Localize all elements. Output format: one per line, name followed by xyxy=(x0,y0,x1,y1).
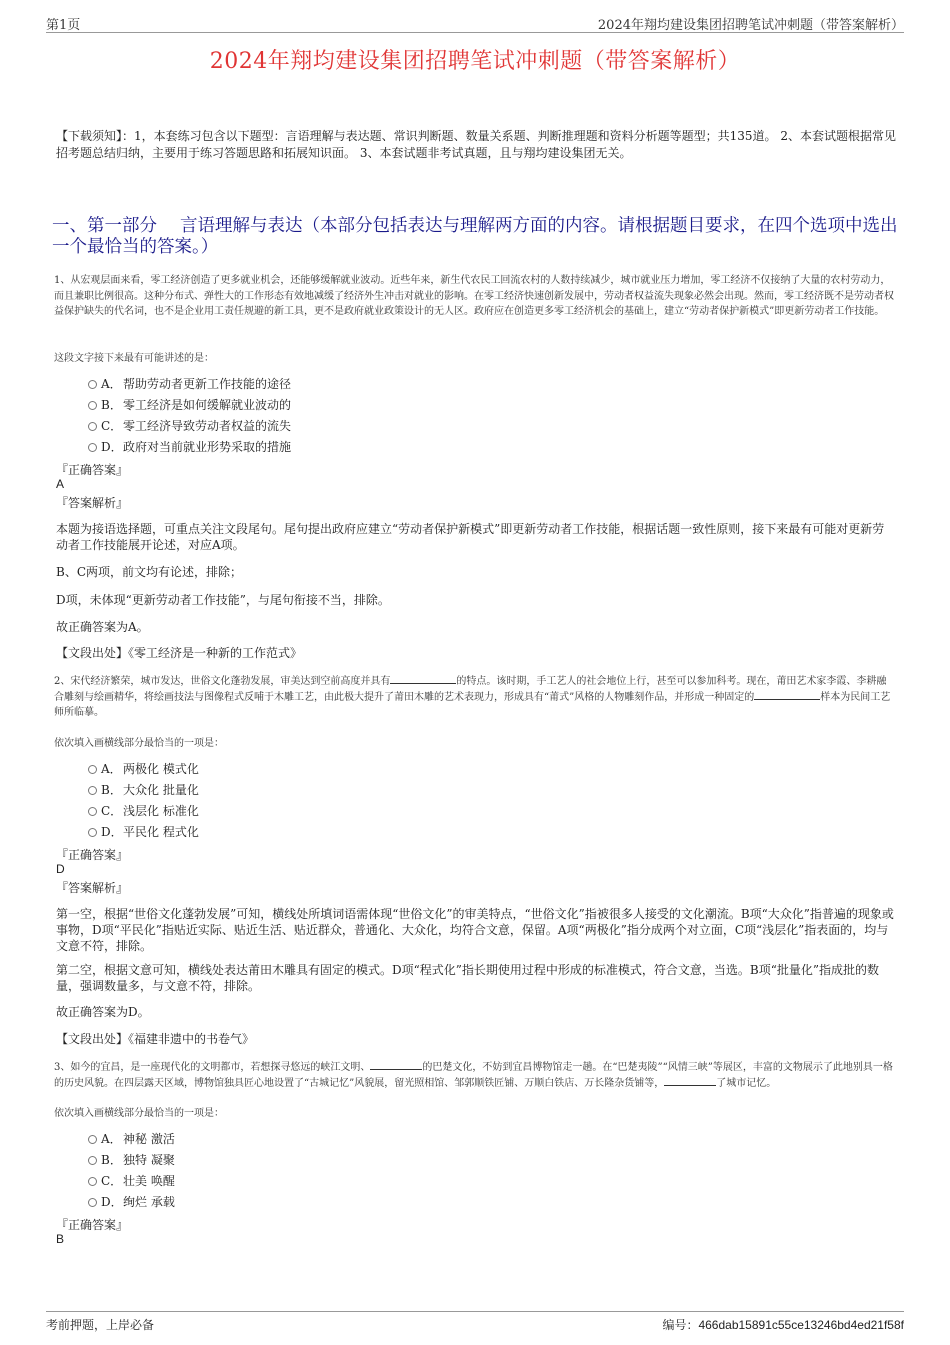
question-3-option-c[interactable]: C．壮美 唤醒 xyxy=(88,1172,175,1190)
radio-icon[interactable] xyxy=(88,786,97,795)
correct-answer-label: 『正确答案』 xyxy=(56,1218,129,1232)
question-1-text: 1、从宏观层面来看，零工经济创造了更多就业机会，还能够缓解就业波动。近些年来，新生代农民工回流农村的人数持续减少，城市就业压力增加，零工经济不仅接纳了大量的农村劳动力，而且兼职比例很高。这种分布式、弹性大的工作形态有效地减缓了经济外生冲击对就业的影响。在零工经济快速创新发展中，劳动者权益流失现象必然会出现。然而，零工经济既不是劳动者权益保护缺失的代名词，也不是企业用工责任规避的新工具，更不是政府就业政策设计的无人区。政府应在创造更多零工经济机会的基础上，建立“劳动者保护新模式”即更新劳动者工作技能。 xyxy=(54,275,894,317)
question-3-answer: B xyxy=(56,1232,65,1246)
fill-blank xyxy=(390,675,456,684)
fill-blank xyxy=(754,691,820,700)
download-notice: 【下载须知】：1，本套练习包含以下题型：言语理解与表达题、常识判断题、数量关系题、判断推理题和资料分析题等题型；共135道。 2、本套试题根据常见招考题总结归纳，主要用于练习答题思路和拓展知识面。 3、本套试题非考试真题，且与翔均建设集团无关。 xyxy=(56,129,896,160)
radio-icon[interactable] xyxy=(88,422,97,431)
page-header xyxy=(46,14,904,33)
analysis-label: 『答案解析』 xyxy=(56,881,129,895)
question-3-option-d[interactable]: D．绚烂 承载 xyxy=(88,1193,175,1211)
question-2-source: 【文段出处】《福建非遗中的书卷气》 xyxy=(56,1032,255,1046)
question-3-prompt: 依次填入画横线部分最恰当的一项是： xyxy=(54,1108,224,1119)
question-1-option-b[interactable]: B．零工经济是如何缓解就业波动的 xyxy=(88,396,291,414)
question-2-analysis-3: 故正确答案为D。 xyxy=(56,1005,150,1019)
question-1-option-a[interactable]: A．帮助劳动者更新工作技能的途径 xyxy=(88,375,291,393)
question-1-analysis-2: B、C两项，前文均有论述，排除； xyxy=(56,565,243,579)
question-2-analysis-1: 第一空，根据“世俗文化蓬勃发展”可知，横线处所填词语需体现“世俗文化”的审美特点，“世俗文化”指被很多人接受的文化潮流。B项“大众化”指普遍的现象或事物，D项“平民化”指贴近实际、贴近生活、贴近群众，普通化、大众化，均符合文意，保留。A项“两极化”指分成两个对立面，C项“浅层化”指表面的，均与文意不符，排除。 xyxy=(56,907,894,953)
question-1-analysis-4: 故正确答案为A。 xyxy=(56,620,149,634)
header-doc-title: 2024年翔均建设集团招聘笔试冲刺题（带答案解析） xyxy=(597,18,904,33)
correct-answer-label: 『正确答案』 xyxy=(56,463,129,477)
fill-blank xyxy=(370,1061,422,1070)
question-1-prompt: 这段文字接下来最有可能讲述的是： xyxy=(54,353,214,364)
radio-icon[interactable] xyxy=(88,828,97,837)
question-2-answer: D xyxy=(56,862,65,876)
question-2-option-a[interactable]: A．两极化 模式化 xyxy=(88,760,199,778)
page-number: 第1页 xyxy=(46,18,81,33)
question-2-analysis-2: 第二空，根据文意可知，横线处表达莆田木雕具有固定的模式。D项“程式化”指长期使用过程中形成的标准模式，符合文意，当选。B项“批量化”指成批的数量，强调数量多，与文意不符，排除。 xyxy=(56,963,879,993)
fill-blank xyxy=(664,1077,716,1086)
question-2-option-c[interactable]: C．浅层化 标准化 xyxy=(88,802,199,820)
question-2-text: 2、宋代经济繁荣，城市发达，世俗文化蓬勃发展，审美达到空前高度并具有 的特点。该时期，手工艺人的社会地位上行，甚至可以参加科考。现在，莆田艺术家李霞、李耕融合雕刻与绘画精华，将绘画技法与图像程式反哺于木雕工艺，由此极大提升了莆田木雕的艺术表现力，形成具有“莆式”风格的人物雕刻作品，并形成一种固定的 样本为民间工艺师所临摹。 xyxy=(54,676,891,718)
radio-icon[interactable] xyxy=(88,380,97,389)
radio-icon[interactable] xyxy=(88,443,97,452)
page-footer xyxy=(46,1311,904,1332)
radio-icon[interactable] xyxy=(88,1177,97,1186)
section-heading: 一、第一部分 言语理解与表达（本部分包括表达与理解两方面的内容。请根据题目要求，在四个选项中选出一个最恰当的答案。） xyxy=(52,216,898,257)
radio-icon[interactable] xyxy=(88,1156,97,1165)
analysis-label: 『答案解析』 xyxy=(56,496,129,510)
radio-icon[interactable] xyxy=(88,401,97,410)
radio-icon[interactable] xyxy=(88,765,97,774)
question-1-option-d[interactable]: D．政府对当前就业形势采取的措施 xyxy=(88,438,291,456)
question-2-option-d[interactable]: D．平民化 程式化 xyxy=(88,823,199,841)
question-2-prompt: 依次填入画横线部分最恰当的一项是： xyxy=(54,738,224,749)
question-3-option-a[interactable]: A．神秘 激活 xyxy=(88,1130,175,1148)
correct-answer-label: 『正确答案』 xyxy=(56,848,129,862)
question-1-analysis-1: 本题为接语选择题，可重点关注文段尾句。尾句提出政府应建立“劳动者保护新模式”即更新劳动者工作技能，根据话题一致性原则，接下来最有可能对更新劳动者工作技能展开论述，对应A项。 xyxy=(56,522,885,552)
question-1-source: 【文段出处】《零工经济是一种新的工作范式》 xyxy=(56,646,303,660)
question-1-option-c[interactable]: C．零工经济导致劳动者权益的流失 xyxy=(88,417,291,435)
radio-icon[interactable] xyxy=(88,807,97,816)
document-code: 编号：466dab15891c55ce13246bd4ed21f58f xyxy=(662,1318,904,1332)
document-title: 2024年翔均建设集团招聘笔试冲刺题（带答案解析） xyxy=(209,49,741,74)
question-1-analysis-3: D项，未体现“更新劳动者工作技能”，与尾句衔接不当，排除。 xyxy=(56,593,390,607)
question-3-option-b[interactable]: B．独特 凝聚 xyxy=(88,1151,175,1169)
question-2-option-b[interactable]: B．大众化 批量化 xyxy=(88,781,199,799)
footer-slogan: 考前押题，上岸必备 xyxy=(46,1318,155,1332)
question-3-text: 3、如今的宜昌，是一座现代化的文明都市，若想探寻悠远的峡江文明、 的巴楚文化，不妨到宜昌博物馆走一趟。在“巴楚夷陵”“风情三峡”等展区，丰富的文物展示了此地别具一格的历史风貌。在四层露天区域，博物馆独具匠心地设置了“古城记忆”风貌展，留光照相馆、邹郭顺铁匠铺、万顺白铁店、万长隆杂货铺等， 了城市记忆。 xyxy=(54,1062,893,1089)
radio-icon[interactable] xyxy=(88,1135,97,1144)
radio-icon[interactable] xyxy=(88,1198,97,1207)
question-1-answer: A xyxy=(56,477,65,491)
